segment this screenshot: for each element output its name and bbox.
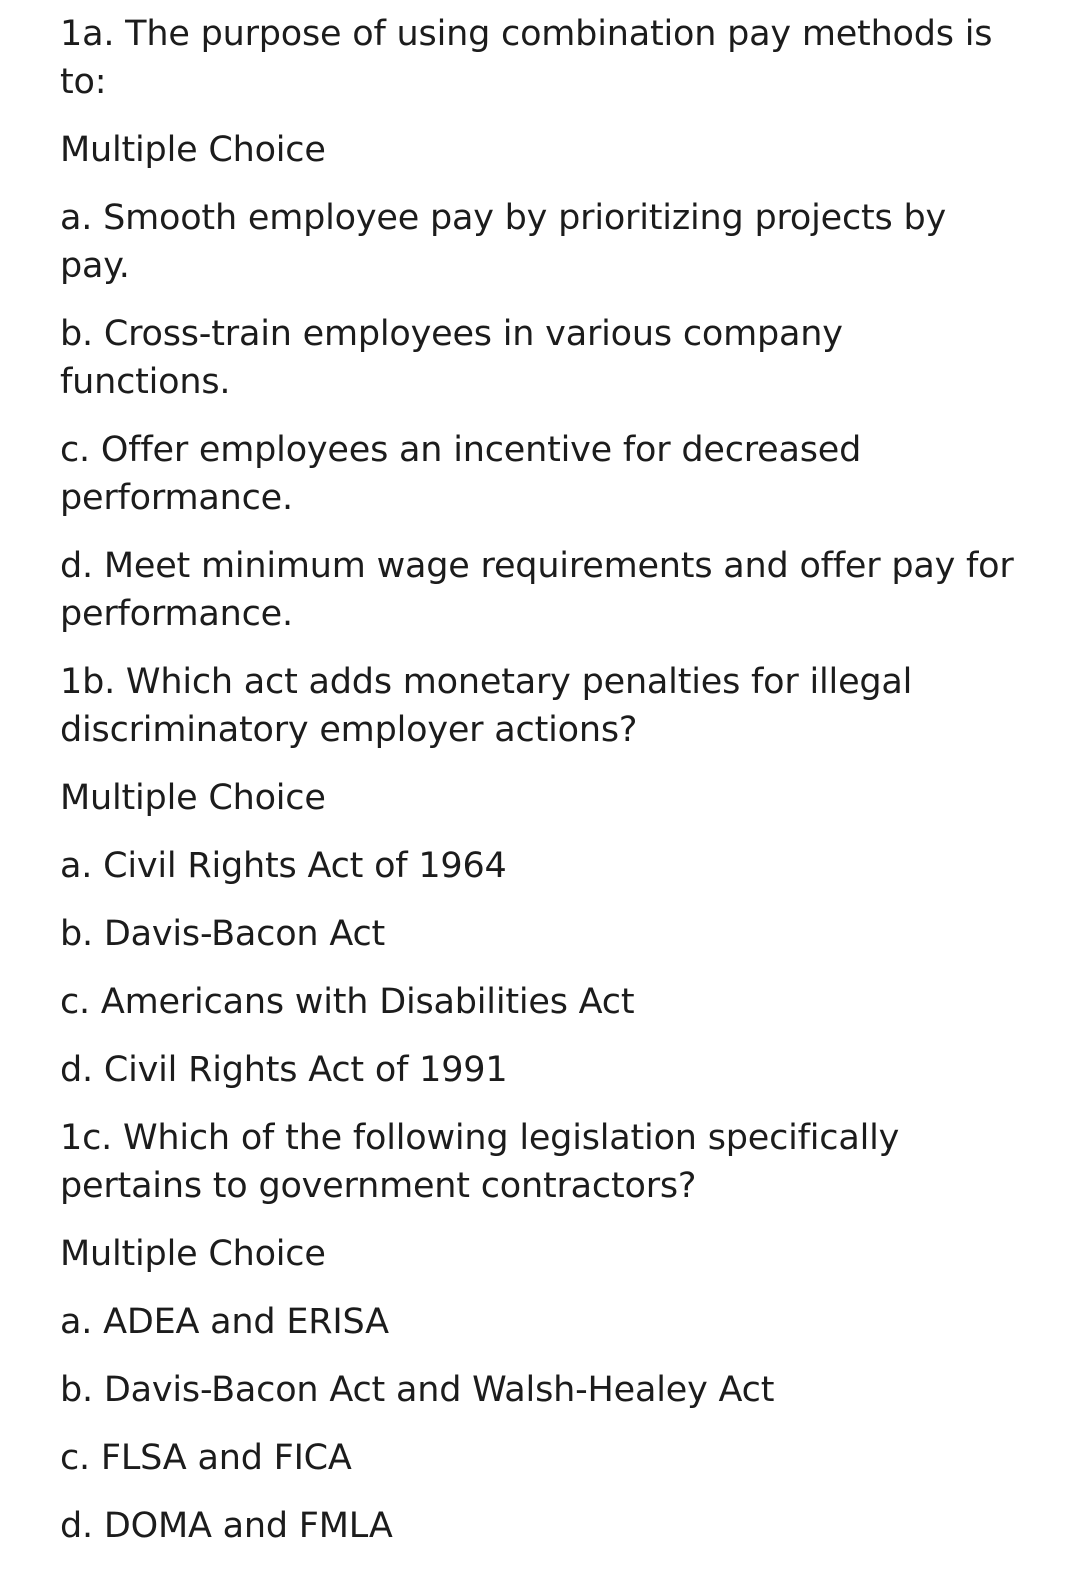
answer-option-b[interactable]: b. Davis-Bacon Act and Walsh-Healey Act <box>60 1370 775 1410</box>
question-type-label: Multiple Choice <box>60 130 326 170</box>
answer-option-b[interactable]: b. Davis-Bacon Act <box>60 914 386 954</box>
question-type-label: Multiple Choice <box>60 1234 326 1274</box>
answer-option-c[interactable]: c. FLSA and FICA <box>60 1438 352 1478</box>
question-group-1a <box>60 10 1020 638</box>
question-text: 1b. Which act adds monetary penalties for illegal discriminatory employer actions? <box>60 662 913 750</box>
question-group-1c <box>60 1114 1020 1550</box>
answer-option-a[interactable]: a. ADEA and ERISA <box>60 1302 389 1342</box>
answer-option-d[interactable]: d. Civil Rights Act of 1991 <box>60 1050 508 1090</box>
question-group-1b <box>60 658 1020 1094</box>
question-text: 1a. The purpose of using combination pay methods is to: <box>60 14 993 102</box>
answer-option-c[interactable]: c. Americans with Disabilities Act <box>60 982 635 1022</box>
answer-option-b[interactable]: b. Cross-train employees in various company functions. <box>60 314 843 402</box>
answer-option-a[interactable]: a. Smooth employee pay by prioritizing projects by pay. <box>60 198 947 286</box>
answer-option-d[interactable]: d. DOMA and FMLA <box>60 1506 393 1546</box>
question-type-label: Multiple Choice <box>60 778 326 818</box>
answer-option-d[interactable]: d. Meet minimum wage requirements and offer pay for performance. <box>60 546 1014 634</box>
quiz-document <box>60 10 1020 1570</box>
question-text: 1c. Which of the following legislation specifically pertains to government contractors? <box>60 1118 900 1206</box>
answer-option-c[interactable]: c. Offer employees an incentive for decreased performance. <box>60 430 862 518</box>
answer-option-a[interactable]: a. Civil Rights Act of 1964 <box>60 846 507 886</box>
